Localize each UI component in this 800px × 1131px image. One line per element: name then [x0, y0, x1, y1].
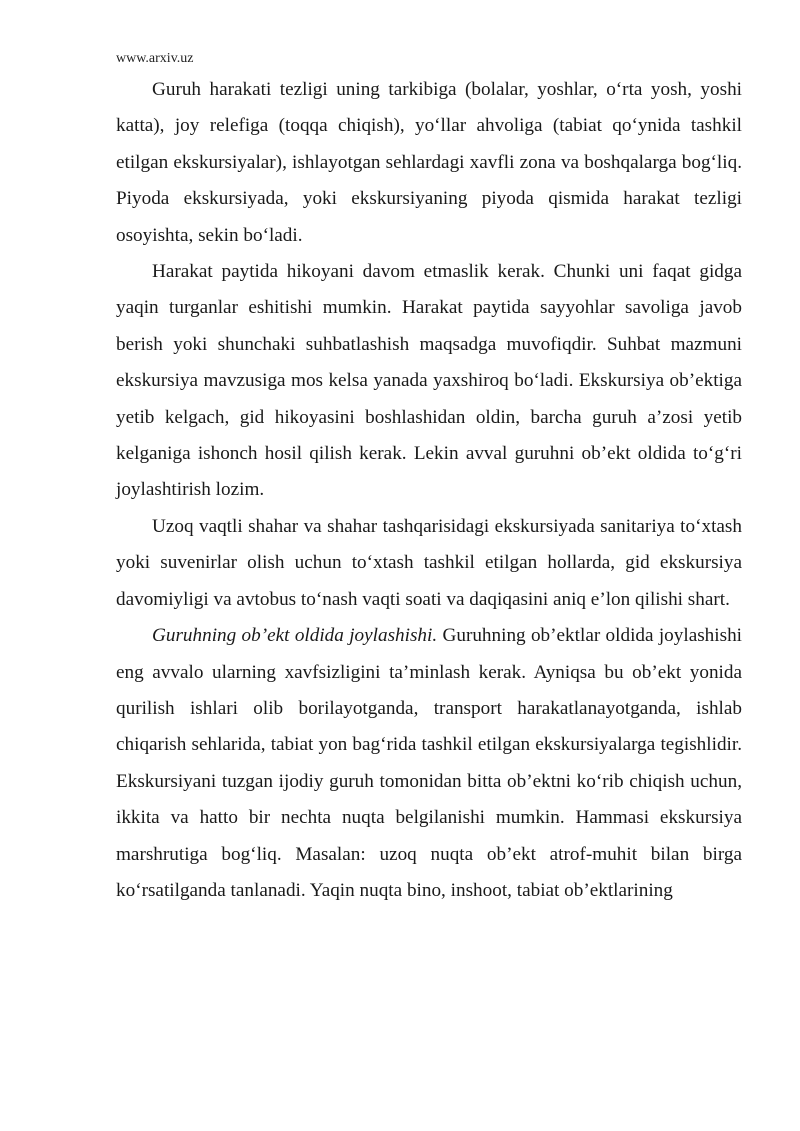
paragraph-2-text: Harakat paytida hikoyani davom etmaslik kerak. Chunki uni faqat gidga yaqin turganlar eshitishi mumkin. Harakat paytida sayyohlar savoliga javob berish yoki shunchaki suhbatlashish maqsadga muvofiqdir. Suhbat mazmuni ekskursiya mavzusiga mos kelsa yanada yaxshiroq bo‘ladi. Ekskursiya ob’ektiga yetib kelgach, gid hikoyasini boshlashidan oldin, barcha guruh a’zosi yetib kelganiga ishonch hosil qilish kerak. Lekin avval guruhni ob’ekt oldida to‘g‘ri joylashtirish lozim. — [116, 261, 742, 501]
paragraph-3 — [116, 509, 742, 618]
paragraph-3-text: Uzoq vaqtli shahar va shahar tashqarisidagi ekskursiyada sanitariya to‘xtash yoki suvenirlar olish uchun to‘xtash tashkil etilgan hollarda, gid ekskursiya davomiyligi va avtobus to‘nash vaqti soati va daqiqasini aniq e’lon qilishi shart. — [116, 515, 742, 610]
paragraph-4 — [116, 618, 742, 909]
paragraph-1 — [116, 72, 742, 254]
site-url: www.arxiv.uz — [116, 51, 194, 66]
body-text — [116, 72, 742, 909]
paragraph-4-text: Guruhning ob’ektlar oldida joylashishi eng avvalo ularning xavfsizligini ta’minlash kerak. Ayniqsa bu ob’ekt yonida qurilish ishlari olib borilayotganda, transport harakatlanayotganda, ishlab chiqarish sehlarida, tabiat yon bag‘rida tashkil etilgan ekskursiyalarga tegishlidir. Ekskursiyani tuzgan ijodiy guruh tomonidan bitta ob’ektni ko‘rib chiqish uchun, ikkita va hatto bir nechta nuqta belgilanishi mumkin. Hammasi ekskursiya marshrutiga bog‘liq. Masalan: uzoq nuqta ob’ekt atrof-muhit bilan birga ko‘rsatilganda tanlanadi. Yaqin nuqta bino, inshoot, tabiat ob’ektlarining — [116, 625, 742, 901]
section-lead-heading: Guruhning ob’ekt oldida joylashishi. — [152, 625, 438, 647]
paragraph-2 — [116, 254, 742, 509]
paragraph-1-text: Guruh harakati tezligi uning tarkibiga (bolalar, yoshlar, o‘rta yosh, yoshi katta), joy relefiga (toqqa chiqish), yo‘llar ahvoliga (tabiat qo‘ynida tashkil etilgan ekskursiyalar), ishlayotgan sehlardagi xavfli zona va boshqalarga bog‘liq. Piyoda ekskursiyada, yoki ekskursiyaning piyoda qismida harakat tezligi osoyishta, sekin bo‘ladi. — [116, 79, 742, 246]
